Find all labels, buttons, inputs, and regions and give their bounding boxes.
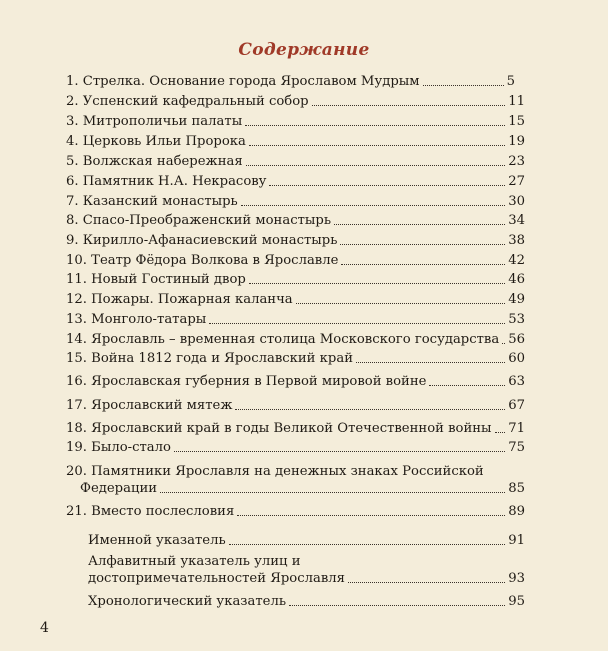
- toc-entry-title: 9. Кирилло-Афанасиевский монастырь: [66, 233, 338, 248]
- index-entry-title: Именной указатель: [88, 533, 226, 548]
- toc-entry: [66, 232, 525, 249]
- index-entry-title: Хронологический указатель: [88, 594, 287, 609]
- toc-entry-title: 3. Митрополичьи палаты: [66, 114, 243, 129]
- dot-leader: [348, 581, 505, 583]
- dot-leader: [296, 302, 506, 304]
- index-entry: [88, 593, 525, 610]
- dot-leader: [249, 282, 505, 284]
- toc-entry: [66, 420, 525, 437]
- toc-entry: [66, 193, 525, 210]
- toc-entry: [66, 173, 525, 190]
- toc-entry-page: 63: [508, 374, 525, 389]
- dot-leader: [160, 491, 505, 493]
- dot-leader: [502, 342, 505, 344]
- toc-entry-page: 75: [508, 440, 525, 455]
- toc-entry-page: 34: [508, 213, 525, 228]
- toc-entry-page: 15: [508, 114, 525, 129]
- toc-entry: [66, 153, 525, 170]
- toc-entry-title: 13. Монголо-татары: [66, 312, 207, 327]
- dot-leader: [429, 384, 505, 386]
- toc-entry-title: 19. Было-стало: [66, 440, 171, 455]
- dot-leader: [235, 408, 505, 410]
- dot-leader: [246, 164, 506, 166]
- toc-entry-page: 38: [508, 233, 525, 248]
- dot-leader: [209, 322, 505, 324]
- toc-entry-title: 18. Ярославский край в годы Великой Отечественной войны: [66, 421, 492, 436]
- toc-entry-page: 42: [508, 253, 525, 268]
- toc-entry-title: 10. Театр Фёдора Волкова в Ярославле: [66, 253, 339, 268]
- toc-entry-page: 85: [508, 481, 525, 496]
- toc-entry: [66, 252, 525, 269]
- dot-leader: [289, 604, 505, 606]
- dot-leader: [495, 431, 506, 433]
- toc-entry: [66, 503, 525, 520]
- toc-entry-title: 11. Новый Гостиный двор: [66, 272, 246, 287]
- index-entry-page: 91: [508, 533, 525, 548]
- page-title: Содержание: [238, 40, 370, 60]
- toc-entry-page: 67: [508, 398, 525, 413]
- toc-entry: [66, 439, 525, 456]
- toc-entry-page: 27: [508, 174, 525, 189]
- index-entry-page: 95: [508, 594, 525, 609]
- dot-leader: [341, 263, 505, 265]
- toc-entry: [66, 463, 525, 497]
- dot-leader: [269, 184, 505, 186]
- index-entry-page: 93: [508, 571, 525, 586]
- toc-entry-page: 46: [508, 272, 525, 287]
- dot-leader: [312, 104, 506, 106]
- toc-entry: [66, 73, 515, 90]
- toc-entry-page: 56: [508, 332, 525, 347]
- dot-leader: [423, 84, 504, 86]
- toc-entry-page: 30: [508, 194, 525, 209]
- toc-entry-last-line: [66, 480, 525, 497]
- dot-leader: [340, 243, 505, 245]
- toc-entry-title: 7. Казанский монастырь: [66, 194, 238, 209]
- toc-entry-page: 89: [508, 504, 525, 519]
- index-entry-title-line2: достопримечательностей Ярославля: [88, 571, 345, 586]
- toc-entry: [66, 93, 525, 110]
- toc-entry: [66, 271, 525, 288]
- toc-entry-page: 11: [508, 94, 525, 109]
- toc-entry-title: 15. Война 1812 года и Ярославский край: [66, 351, 354, 366]
- toc-entry-page: 19: [508, 134, 525, 149]
- toc-entry: [66, 212, 525, 229]
- toc-entry-title: 8. Спасо-Преображенский монастырь: [66, 213, 331, 228]
- dot-leader: [249, 144, 505, 146]
- index-entry-title-line1: Алфавитный указатель улиц и: [88, 554, 301, 569]
- toc-entry-page: 71: [508, 421, 525, 436]
- toc-entry-title: 4. Церковь Ильи Пророка: [66, 134, 246, 149]
- toc-entry-title-line2: Федерации: [80, 481, 158, 496]
- dot-leader: [229, 543, 506, 545]
- toc-entry-title: 17. Ярославский мятеж: [66, 398, 233, 413]
- toc-entry-title: 14. Ярославль – временная столица Московского государства: [66, 332, 500, 347]
- toc-entry: [66, 291, 525, 308]
- toc-entry-page: 53: [508, 312, 525, 327]
- toc-entry-title: 21. Вместо послесловия: [66, 504, 235, 519]
- toc-entry-page: 60: [508, 351, 525, 366]
- dot-leader: [237, 514, 505, 516]
- toc-entry-title: 16. Ярославская губерния в Первой мировой войне: [66, 374, 427, 389]
- dot-leader: [245, 124, 505, 126]
- toc-entry: [66, 133, 525, 150]
- index-entry: [88, 532, 525, 549]
- toc-entry-page: 49: [508, 292, 525, 307]
- toc-entry: [66, 350, 525, 367]
- dot-leader: [174, 450, 505, 452]
- toc-entry: [66, 373, 525, 390]
- toc-entry: [66, 397, 525, 414]
- dot-leader: [241, 204, 505, 206]
- toc-entry: [66, 331, 525, 348]
- dot-leader: [334, 223, 505, 225]
- toc-entry-title-line1: 20. Памятники Ярославля на денежных знаках Российской: [66, 464, 484, 479]
- toc-entry-page: 23: [508, 154, 525, 169]
- toc-entry: [66, 311, 525, 328]
- toc-entry-title: 2. Успенский кафедральный собор: [66, 94, 309, 109]
- toc-entry-title: 1. Стрелка. Основание города Ярославом Мудрым: [66, 74, 420, 89]
- toc-entry-title: 5. Волжская набережная: [66, 154, 243, 169]
- toc-entry-page: 5: [506, 74, 515, 89]
- dot-leader: [356, 361, 505, 363]
- page-number: 4: [40, 620, 49, 636]
- toc-entry-title: 6. Памятник Н.А. Некрасову: [66, 174, 267, 189]
- index-entry: [88, 553, 525, 587]
- index-entry-last-line: [88, 570, 525, 587]
- toc-entry-title: 12. Пожары. Пожарная каланча: [66, 292, 293, 307]
- toc-entry: [66, 113, 525, 130]
